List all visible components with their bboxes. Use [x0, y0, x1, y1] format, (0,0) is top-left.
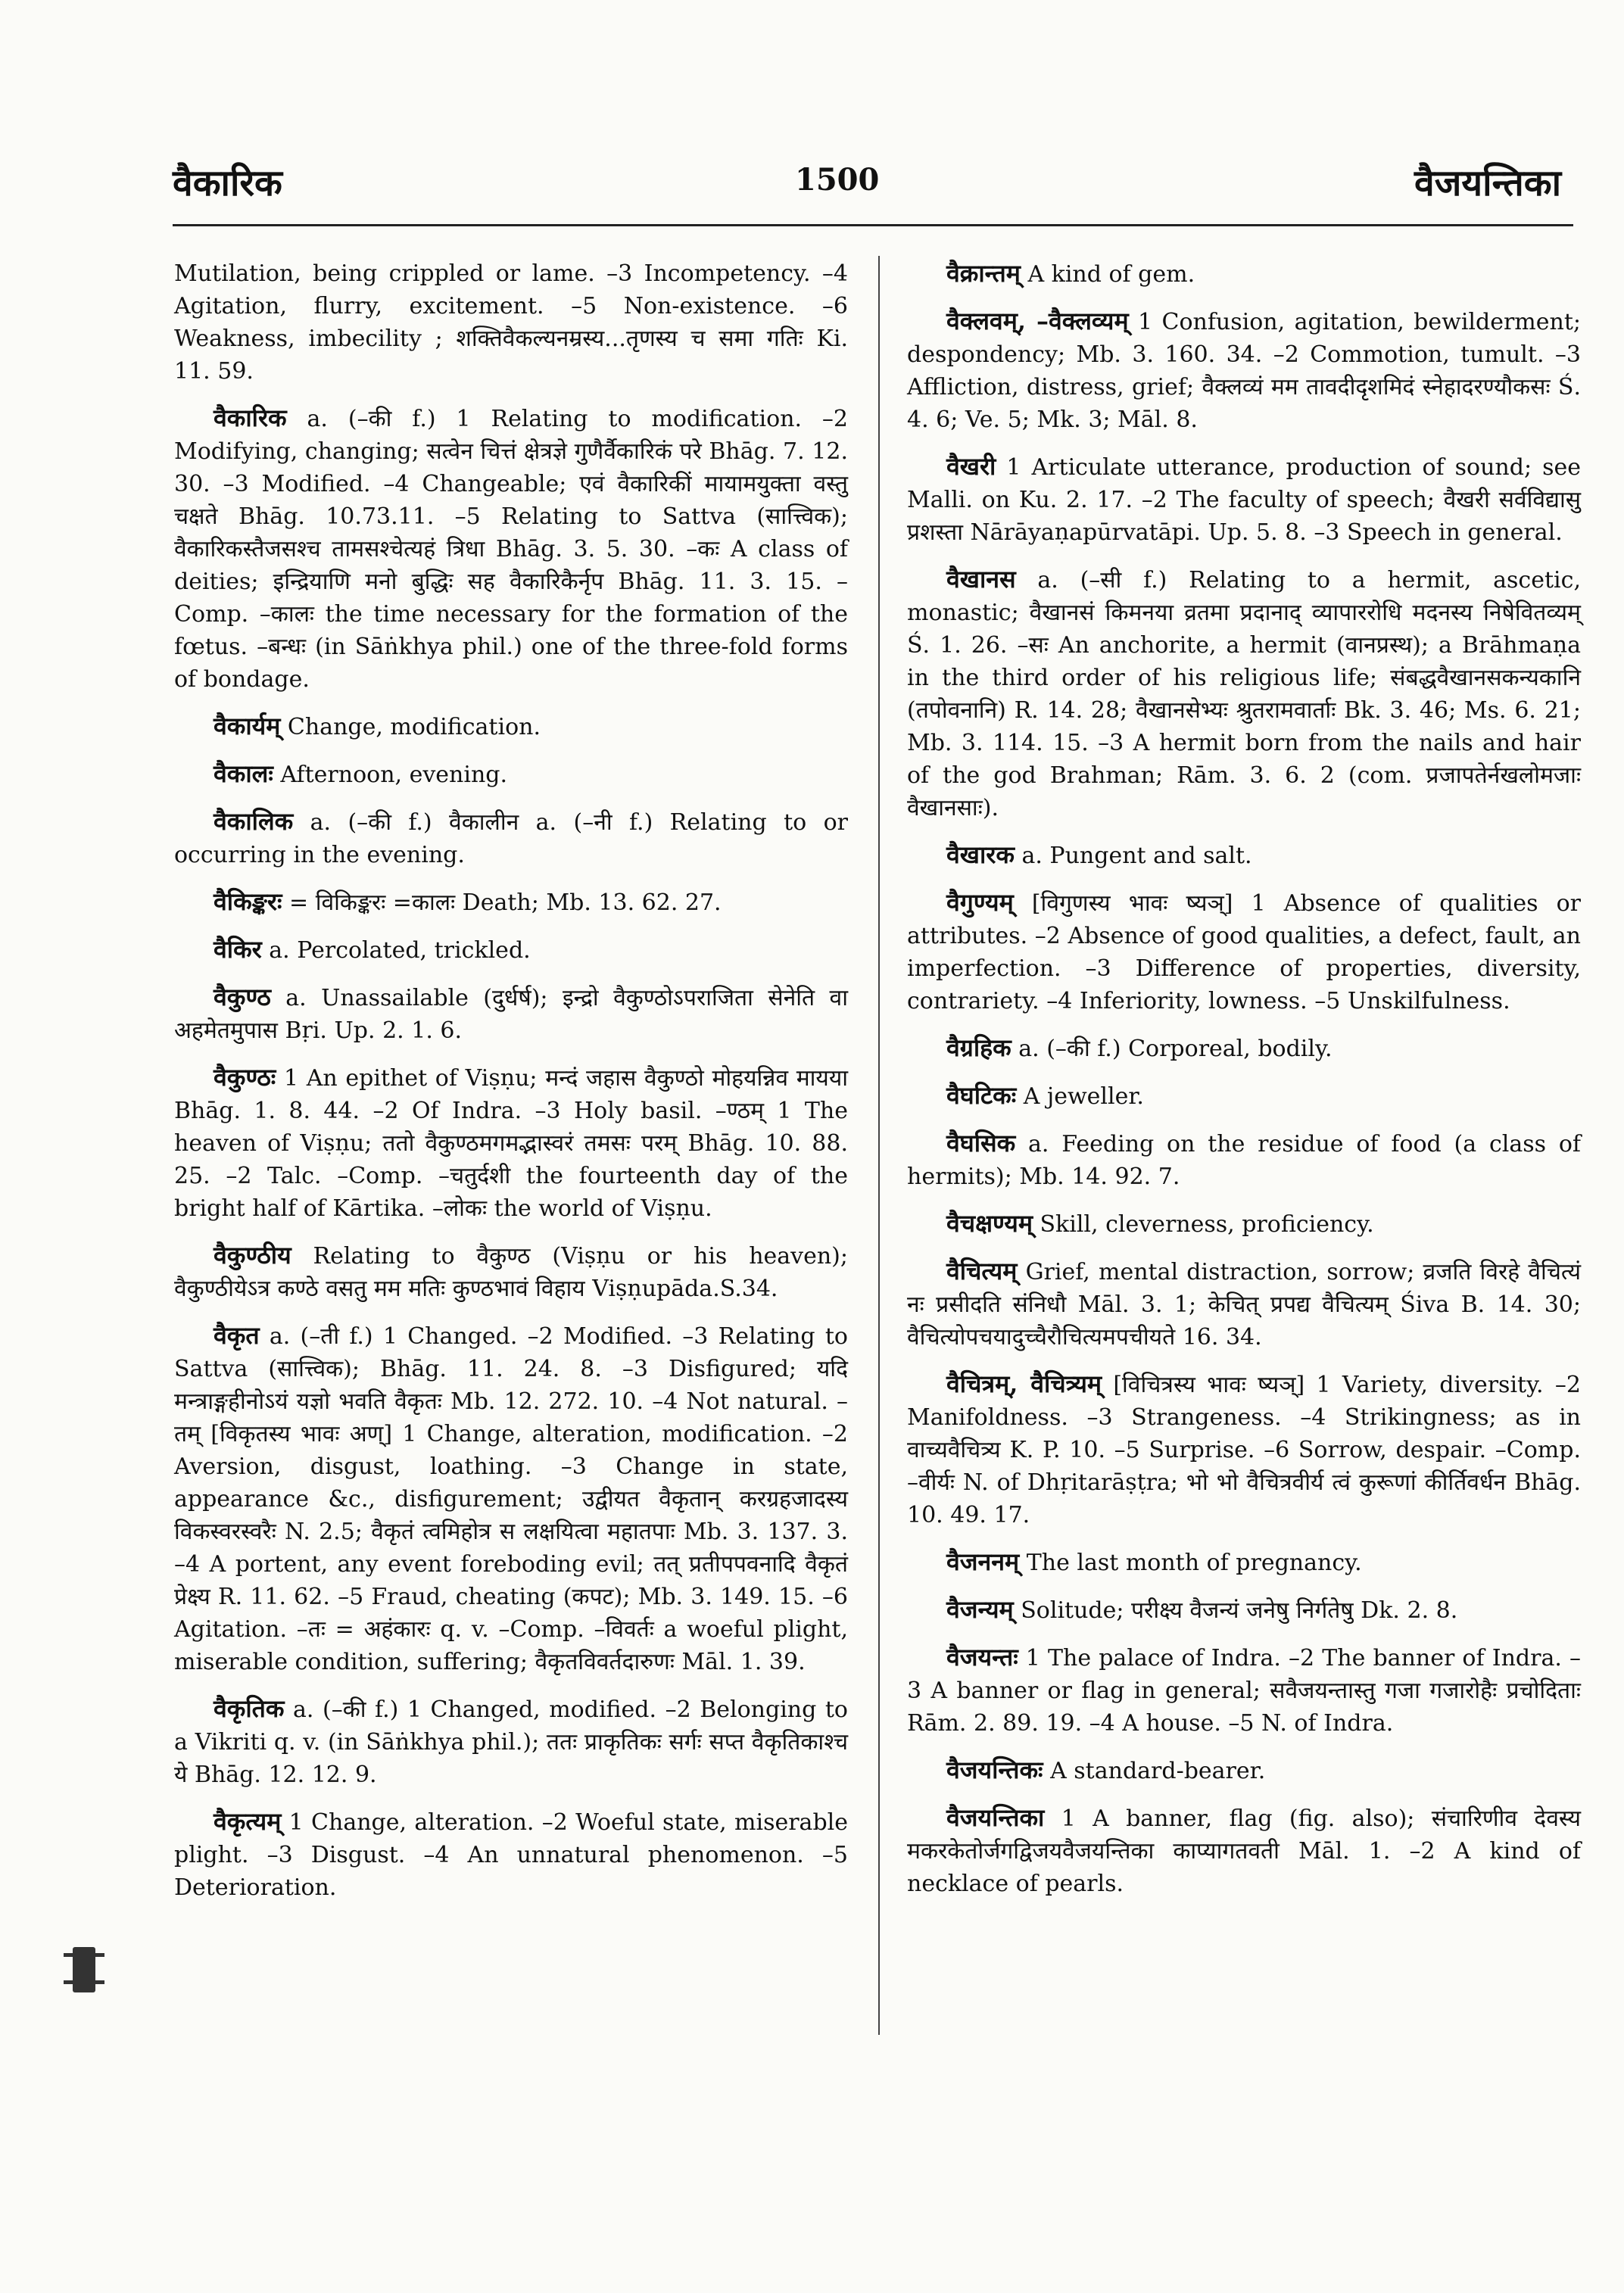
- entry-definition: Relating to वैकुण्ठ (Viṣṇu or his heaven); वैकुण्ठीयेऽत्र कण्ठे वसतु मम मतिः कुण्ठभावं विहाय Viṣṇupāda.S.34.: [174, 1243, 848, 1302]
- entry-definition: Skill, cleverness, proficiency.: [1040, 1211, 1374, 1238]
- dictionary-entry: [907, 563, 1581, 824]
- entry-headword: वैगुण्यम्: [946, 888, 1014, 917]
- thumb-index-icon: [73, 1947, 95, 1992]
- entry-definition: Afternoon, evening.: [280, 762, 508, 788]
- entry-definition: [विगुणस्य भावः ष्यञ्] 1 Absence of qualities or attributes. –2 Absence of good qualities, a defect, fault, an imperfection. –3 Difference of properties, diversity, contrariety. –4 Inferiority, lowness. –5 Unskilfulness.: [907, 890, 1581, 1014]
- entry-definition: Grief, mental distraction, sorrow; व्रजति विरहे वैचित्यं नः प्रसीदति संनिधौ Māl. 3. 1; केचित् प्रपद्य वैचित्यम् Śiva B. 14. 30; वैचित्योपचयादुच्चैरौचित्यमपचीयते 16. 34.: [907, 1259, 1581, 1351]
- left-column: [174, 257, 848, 1918]
- entry-definition: a. (–की f.) Corporeal, bodily.: [1018, 1036, 1333, 1062]
- page-number: 1500: [795, 162, 880, 198]
- entry-definition: a. (–ती f.) 1 Changed. –2 Modified. –3 Relating to Sattva (सात्त्विक); Bhāg. 11. 24. 8. –3 Disfigured; यदि मन्त्राङ्गहीनोऽयं यज्ञो भवति वैकृतः Mb. 12. 272. 10. –4 Not natural. –तम् [विकृतस्य भावः अण्] 1 Change, alteration, modification. –2 Aversion, disgust, loathing. –3 Change in state, appearance &c., disfigurement; उद्वीयत वैकृतान् करग्रहजादस्य विकस्वरस्वरैः N. 2.5; वैकृतं त्वमिहोत्र स लक्षयित्वा महातपाः Mb. 3. 137. 3. –4 A portent, any event foreboding evil; तत् प्रतीपपवनादि वैकृतं प्रेक्ष्य R. 11. 62. –5 Fraud, cheating (कपट); Mb. 3. 149. 15. –6 Agitation. –तः = अहंकारः q. v. –Comp. –विवर्तः a woeful plight, miserable condition, suffering; वैकृतविवर्तदारुणः Māl. 1. 39.: [174, 1323, 848, 1675]
- right-column: [907, 257, 1581, 1914]
- dictionary-entry: [907, 1207, 1581, 1241]
- entry-definition: 1 Articulate utterance, production of sound; see Malli. on Ku. 2. 17. –2 The faculty of speech; वैखरी सर्वविद्यासु प्रशस्ता Nārāyaṇapūrvatāpi. Up. 5. 8. –3 Speech in general.: [907, 454, 1581, 546]
- entry-definition: 1 The palace of Indra. –2 The banner of Indra. –3 A banner or flag in general; सवैजयन्तास्तु गजा गजारोहैः प्रचोदिताः Rām. 2. 89. 19. –4 A house. –5 N. of Indra.: [907, 1645, 1581, 1737]
- entry-headword: वैक्लवम्, –वैक्लव्यम्: [946, 307, 1129, 335]
- entry-headword: वैकारिक: [214, 403, 287, 432]
- dictionary-entry: [174, 1061, 848, 1225]
- dictionary-entry: [174, 1319, 848, 1678]
- entry-headword: वैक्रान्तम्: [946, 259, 1021, 288]
- dictionary-entry: [907, 1802, 1581, 1900]
- entry-definition: 1 A banner, flag (fig. also); संचारिणीव देवस्य मकरकेतोर्जगद्विजयवैजयन्तिका काप्यागतवती Māl. 1. –2 A kind of necklace of pearls.: [907, 1805, 1581, 1897]
- entry-headword: वैकिर: [214, 935, 262, 964]
- entry-headword: वैग्रहिक: [946, 1033, 1011, 1062]
- dictionary-entry: [907, 1255, 1581, 1354]
- dictionary-entry: [907, 1754, 1581, 1787]
- entry-definition: a. Feeding on the residue of food (a class of hermits); Mb. 14. 92. 7.: [907, 1131, 1581, 1190]
- dictionary-entry: [907, 1641, 1581, 1740]
- entry-definition: a. Unassailable (दुर्धर्ष); इन्द्रो वैकुण्ठोऽपराजिता सेनेति वा अहमेतमुपास Bṛi. Up. 2. 1. 6.: [174, 985, 848, 1044]
- entry-headword: वैकुण्ठीय: [214, 1241, 291, 1270]
- entry-definition: a. (–सी f.) Relating to a hermit, ascetic, monastic; वैखानसं किमनया व्रतमा प्रदानाद् व्यापाररोधि मदनस्य निषेवितव्यम् Ś. 1. 26. –सः An anchorite, a hermit (वानप्रस्थ); a Brāhmaṇa in the third order of his religious life; संबद्धवैखानसकन्यकानि (तपोवनानि) R. 14. 28; वैखानसेभ्यः श्रुतरामवार्ताः Bk. 3. 46; Ms. 6. 21; Mb. 3. 114. 15. –3 A hermit born from the nails and hair of the god Brahman; Rām. 3. 6. 2 (com. प्रजापतेर्नखलोमजाः वैखानसाः).: [907, 567, 1581, 821]
- dictionary-entry: [907, 305, 1581, 436]
- dictionary-entry: [907, 1368, 1581, 1531]
- entry-definition: A jeweller.: [1023, 1083, 1144, 1110]
- dictionary-entry: [907, 1127, 1581, 1193]
- entry-headword: वैजन्यम्: [946, 1595, 1014, 1624]
- entry-definition: 1 Confusion, agitation, bewilderment; despondency; Mb. 3. 160. 34. –2 Commotion, tumult. –3 Affliction, distress, grief; वैक्लव्यं मम तावदीदृशमिदं स्नेहादरण्यौकसः Ś. 4. 6; Ve. 5; Mk. 3; Māl. 8.: [907, 309, 1581, 433]
- entry-headword: वैजननम्: [946, 1547, 1020, 1576]
- dictionary-entry: [907, 1080, 1581, 1113]
- entry-headword: वैचक्षण्यम्: [946, 1209, 1033, 1238]
- entry-definition: A standard-bearer.: [1050, 1758, 1266, 1784]
- entry-definition: = विकिङ्करः =कालः Death; Mb. 13. 62. 27.: [289, 889, 722, 916]
- entry-definition: Change, modification.: [287, 714, 541, 740]
- entry-definition: a. (–की f.) 1 Relating to modification. –2 Modifying, changing; सत्वेन चित्तं क्षेत्रज्ञे गुणैर्वैकारिकं परे Bhāg. 7. 12. 30. –3 Modified. –4 Changeable; एवं वैकारिकीं मायामयुक्ता वस्तु चक्षते Bhāg. 10.73.11. –5 Relating to Sattva (सात्त्विक); वैकारिकस्तैजसश्च तामसश्चेत्यहं त्रिधा Bhāg. 3. 5. 30. –कः A class of deities; इन्द्रियाणि मनो बुद्धिः सह वैकारिकैर्नृप Bhāg. 11. 3. 15. –Comp. –कालः the time necessary for the formation of the fœtus. –बन्धः (in Sāṅkhya phil.) one of the three-fold forms of bondage.: [174, 406, 848, 693]
- entry-headword: वैजयन्तः: [946, 1643, 1018, 1671]
- entry-headword: वैकार्यम्: [214, 712, 281, 740]
- entry-headword: वैखरी: [946, 452, 996, 481]
- entry-headword: वैघटिकः: [946, 1081, 1017, 1110]
- dictionary-entry: [907, 886, 1581, 1017]
- dictionary-entry: [174, 933, 848, 967]
- entry-headword: वैघसिक: [946, 1129, 1016, 1157]
- entry-definition: 1 An epithet of Viṣṇu; मन्दं जहास वैकुण्ठो मोहयन्निव मायया Bhāg. 1. 8. 44. –2 Of Indra. –3 Holy basil. –ण्ठम् 1 The heaven of Viṣṇu; ततो वैकुण्ठमगमद्भास्वरं तमसः परम् Bhāg. 10. 88. 25. –2 Talc. –Comp. –चतुर्दशी the fourteenth day of the bright half of Kārtika. –लोकः the world of Viṣṇu.: [174, 1065, 848, 1222]
- dictionary-entry: [907, 1032, 1581, 1065]
- dictionary-entry: [174, 257, 848, 388]
- entry-headword: वैकृतिक: [214, 1694, 285, 1723]
- dictionary-entry: [174, 981, 848, 1047]
- entry-headword: वैकुण्ठ: [214, 983, 271, 1011]
- right-running-headword: वैजयन्तिका: [1414, 162, 1562, 204]
- dictionary-entry: [907, 257, 1581, 291]
- left-running-headword: वैकारिक: [173, 162, 282, 204]
- header-rule: [173, 224, 1573, 226]
- entry-headword: वैखानस: [946, 565, 1016, 594]
- entry-headword: वैचित्यम्: [946, 1257, 1018, 1285]
- dictionary-entry: [174, 1693, 848, 1791]
- entry-headword: वैजयन्तिका: [946, 1803, 1045, 1832]
- entry-definition: 1 Change, alteration. –2 Woeful state, miserable plight. –3 Disgust. –4 An unnatural phenomenon. –5 Deterioration.: [174, 1809, 848, 1901]
- dictionary-entry: [907, 1594, 1581, 1627]
- dictionary-entry: [907, 839, 1581, 872]
- entry-definition: The last month of pregnancy.: [1026, 1550, 1362, 1576]
- entry-definition: [विचित्रस्य भावः ष्यञ्] 1 Variety, diversity. –2 Manifoldness. –3 Strangeness. –4 Strikingness; as in वाच्यवैचित्र्य K. P. 10. –5 Surprise. –6 Sorrow, despair. –Comp. –वीर्यः N. of Dhṛitarāṣṭra; भो भो वैचित्रवीर्य त्वं कुरूणां कीर्तिवर्धन Bhāg. 10. 49. 17.: [907, 1372, 1581, 1528]
- entry-headword: वैकुण्ठः: [214, 1063, 276, 1092]
- entry-headword: वैचित्रम्, वैचित्र्यम्: [946, 1369, 1102, 1398]
- dictionary-entry: [174, 1239, 848, 1305]
- dictionary-entry: [907, 1546, 1581, 1579]
- entry-headword: वैकालिक: [214, 807, 294, 836]
- dictionary-entry: [907, 450, 1581, 549]
- entry-headword: वैकृत्यम्: [214, 1807, 282, 1836]
- entry-definition: a. Percolated, trickled.: [269, 937, 531, 964]
- entry-definition: Solitude; परीक्ष्य वैजन्यं जनेषु निर्गतेषु Dk. 2. 8.: [1021, 1597, 1458, 1624]
- dictionary-entry: [174, 758, 848, 791]
- entry-headword: वैखारक: [946, 840, 1015, 869]
- entry-headword: वैकालः: [214, 759, 273, 788]
- entry-definition: a. (–की f.) 1 Changed, modified. –2 Belonging to a Vikriti q. v. (in Sāṅkhya phil.); ततः प्राकृतिकः सर्गः सप्त वैकृतिकाश्च ये Bhāg. 12. 12. 9.: [174, 1696, 848, 1788]
- dictionary-entry: [174, 1805, 848, 1904]
- dictionary-entry: [174, 402, 848, 696]
- dictionary-entry: [174, 805, 848, 871]
- entry-definition: a. Pungent and salt.: [1021, 843, 1252, 869]
- page-header: [0, 0, 1624, 227]
- dictionary-entry: [174, 886, 848, 919]
- column-divider: [878, 256, 880, 2035]
- entry-definition: A kind of gem.: [1027, 261, 1195, 288]
- entry-headword: वैकृत: [214, 1321, 260, 1350]
- entry-headword: वैजयन्तिकः: [946, 1756, 1043, 1784]
- dictionary-entry: [174, 710, 848, 743]
- entry-definition: a. (–की f.) वैकालीन a. (–नी f.) Relating to or occurring in the evening.: [174, 809, 848, 868]
- entry-headword: वैकिङ्करः: [214, 887, 282, 916]
- entry-definition: Mutilation, being crippled or lame. –3 Incompetency. –4 Agitation, flurry, excitement. –5 Non-existence. –6 Weakness, imbecility ; शक्तिवैकल्यनम्रस्य...तृणस्य च समा गतिः Ki. 11. 59.: [174, 260, 848, 385]
